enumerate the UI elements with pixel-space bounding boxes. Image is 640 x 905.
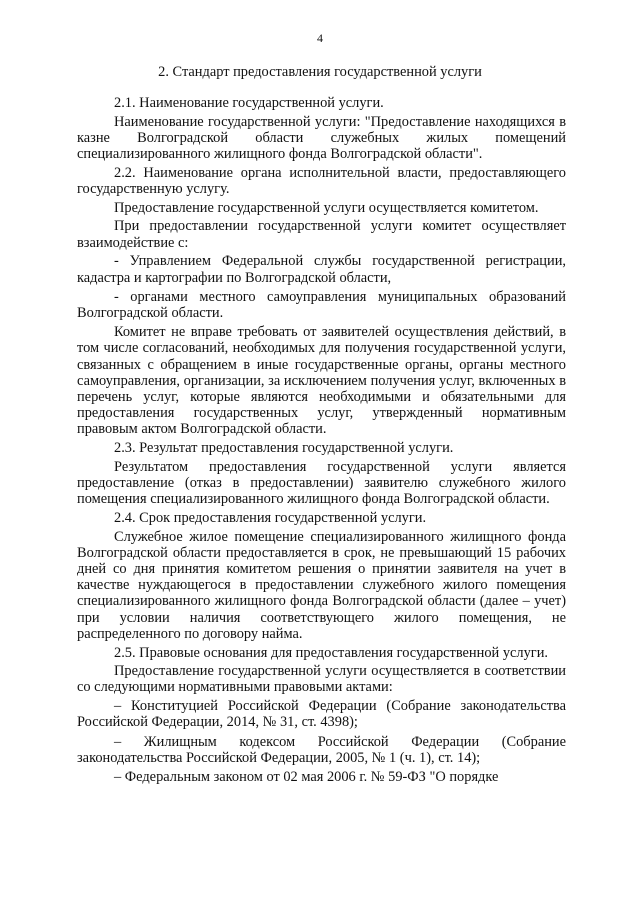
paragraph-restrictions: Комитет не вправе требовать от заявителей осуществления действий, в том числе согласований, необходимых для получения государственной услуги, связанных с обращением в иные государственные органы, органы местного самоуправления, организации, за исключением получения услуг, включенных в перечень услуг, которые являются необходимыми и обязательными для предоставления государственных услуг, утвержденный нормативным правовым актом Волгоградской области. <box>77 324 566 438</box>
list-item-local-government: - органами местного самоуправления муниципальных образований Волгоградской области. <box>77 288 566 321</box>
list-item-constitution: – Конституцией Российской Федерации (Собрание законодательства Российской Федерации, 2014, № 31, ст. 4398); <box>77 698 566 731</box>
subsection-heading-2-5: 2.5. Правовые основания для предоставления государственной услуги. <box>114 644 548 661</box>
subsection-heading-2-2: 2.2. Наименование органа исполнительной власти, предоставляющего государственную услугу. <box>77 164 566 198</box>
subsection-heading-2-4: 2.4. Срок предоставления государственной услуги. <box>114 509 427 526</box>
document-body <box>77 95 566 788</box>
section-title: 2. Стандарт предоставления государственной услуги <box>158 64 482 80</box>
list-item-federal-law: – Федеральным законом от 02 мая 2006 г. № 59-ФЗ "О порядке <box>114 768 499 785</box>
paragraph-provider: Предоставление государственной услуги осуществляется комитетом. <box>114 199 539 216</box>
paragraph-result: Результатом предоставления государственной услуги является предоставление (отказ в предоставлении) заявителю служебного жилого помещения специализированного жилищного фонда Волгоградской области. <box>77 458 566 508</box>
paragraph-service-name: Наименование государственной услуги: "Предоставление находящихся в казне Волгоградской области служебных жилых помещений специализированного жилищного фонда Волгоградской области". <box>77 113 566 163</box>
page-number: 4 <box>317 31 323 45</box>
subsection-heading-2-1: 2.1. Наименование государственной услуги. <box>114 95 384 111</box>
list-item-rosreestr: - Управлением Федеральной службы государственной регистрации, кадастра и картографии по Волгоградской области, <box>77 253 566 286</box>
paragraph-legal-basis: Предоставление государственной услуги осуществляется в соответствии со следующими нормативными правовыми актами: <box>77 663 566 696</box>
paragraph-interaction: При предоставлении государственной услуги комитет осуществляет взаимодействие с: <box>77 218 566 251</box>
paragraph-term: Служебное жилое помещение специализированного жилищного фонда Волгоградской области предоставляется в срок, не превышающий 15 рабочих дней со дня принятия комитетом решения о принятии заявителя на учет в качестве нуждающегося в предоставлении служебного жилого помещения специализированного жилищного фонда Волгоградской области (далее – учет) при условии наличия соответствующего жилого помещения, не распределенного по договору найма. <box>77 528 566 642</box>
subsection-heading-2-3: 2.3. Результат предоставления государственной услуги. <box>114 440 454 457</box>
list-item-housing-code: – Жилищным кодексом Российской Федерации (Собрание законодательства Российской Федерации, 2005, № 1 (ч. 1), ст. 14); <box>77 733 566 766</box>
